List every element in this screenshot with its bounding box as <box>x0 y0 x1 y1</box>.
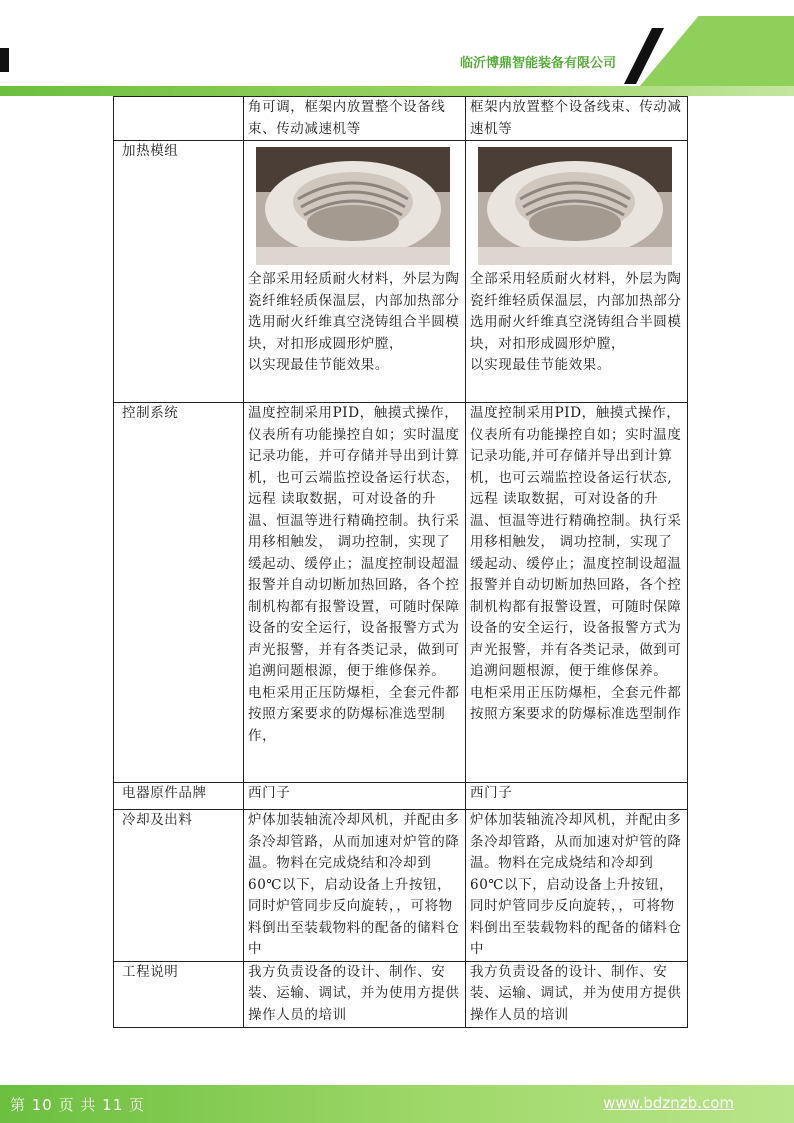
left-cell-text: 西门子 <box>248 785 291 801</box>
table-row <box>114 783 688 810</box>
company-name: 临沂博鼎智能装备有限公司 <box>459 56 616 71</box>
heating-module-photo <box>256 147 450 265</box>
right-cell-text: 全部采用轻质耐火材料，外层为陶瓷纤维轻质保温层，内部加热部分选用耐火纤维真空浇铸组合半圆模块，对扣形成圆形炉膛， 以实现最佳节能效果。 <box>470 271 682 373</box>
table-row <box>114 97 688 141</box>
table-row <box>114 403 688 783</box>
row-label: 冷却及出料 <box>114 810 244 962</box>
right-cell-text: 框架内放置整个设备线束、传动减速机等 <box>470 99 682 137</box>
row-label: 控制系统 <box>114 403 244 783</box>
row-label: 加热模组 <box>114 141 244 403</box>
left-cell-text: 温度控制采用PID，触摸式操作，仪表所有功能操控自如；实时温度 记录功能，并可存储并导出到计算机，也可云端监控设备运行状态，远程 读取数据，可对设备的升温、恒温等进行精确控制。执行采用移相触发， 调功控制，实现了缓起动、缓停止；温度控制设超温报警并自动切断加热回路，各个控制机构都有报警设置，可随时保障设备的安全运行，设备报警方式为声光报警，并有各类记录，做到可追溯问题根源，便于维修保养。 电柜采用正压防爆柜，全套元件都按照方案要求的防爆标准选型制作， <box>248 405 460 744</box>
right-cell-text: 西门子 <box>470 785 513 801</box>
header-green-shape <box>640 16 794 86</box>
header-green-band <box>0 86 794 96</box>
row-label: 电器原件品牌 <box>114 783 244 810</box>
left-cell-text: 全部采用轻质耐火材料，外层为陶瓷纤维轻质保温层，内部加热部分选用耐火纤维真空浇铸组合半圆模块，对扣形成圆形炉膛， 以实现最佳节能效果。 <box>248 271 460 373</box>
spec-table <box>113 96 688 1028</box>
table-row <box>114 141 688 403</box>
website-link[interactable]: www.bdznzb.com <box>603 1094 734 1112</box>
table-row <box>114 810 688 962</box>
page-number: 第 10 页 共 11 页 <box>10 1096 146 1114</box>
right-cell-text: 炉体加装轴流冷却风机，并配由多条冷却管路，从而加速对炉管的降温。物料在完成烧结和冷却到60℃以下，启动设备上升按钮，同时炉管同步反向旋转，，可将物料倒出至装载物料的配备的储料仓中 <box>470 812 682 957</box>
header-black-mark <box>0 48 9 72</box>
right-cell-text: 我方负责设备的设计、制作、安装、运输、调试，并为使用方提供操作人员的培训 <box>470 963 682 1023</box>
left-cell-text: 角可调，框架内放置整个设备线束、传动减速机等 <box>248 99 446 137</box>
row-label <box>114 97 244 141</box>
table-row <box>114 961 688 1027</box>
left-cell-text: 我方负责设备的设计、制作、安装、运输、调试，并为使用方提供操作人员的培训 <box>248 963 460 1023</box>
right-cell-text: 温度控制采用PID，触摸式操作，仪表所有功能操控自如；实时温度 记录功能,并可存储并导出到计算机，也可云端监控设备运行状态,远程 读取数据，可对设备的升温、恒温等进行精确控制。执行采用移相触发， 调功控制，实现了缓起动、缓停止；温度控制设超温报警并自动切断加热回路，各个控制机构都有报警设置，可随时保障设备的安全运行，设备报警方式为声光报警，并有各类记录，做到可追溯问题根源，便于维修保养。 电柜采用正压防爆柜，全套元件都按照方案要求的防爆标准选型制作 <box>470 405 682 722</box>
row-label: 工程说明 <box>114 961 244 1027</box>
left-cell-text: 炉体加装轴流冷却风机，并配由多条冷却管路，从而加速对炉管的降温。物料在完成烧结和冷却到60℃以下，启动设备上升按钮，同时炉管同步反向旋转，，可将物料倒出至装载物料的配备的储料仓中 <box>248 812 460 957</box>
heating-module-photo <box>478 147 672 265</box>
